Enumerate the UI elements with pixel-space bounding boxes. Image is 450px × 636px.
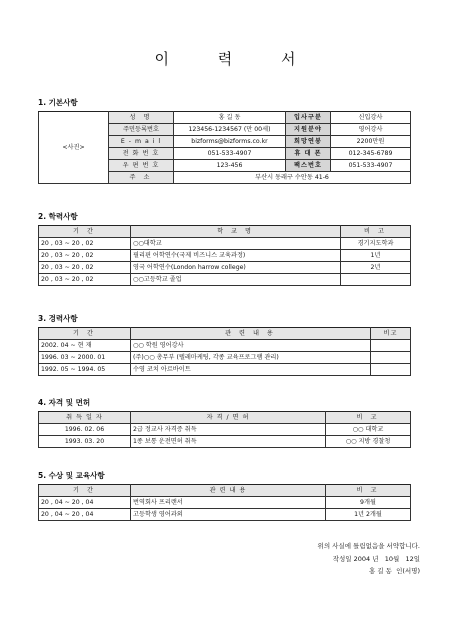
fax-value: 051-533-4907 [331,160,411,172]
education-table [38,225,411,286]
career-note [371,352,411,364]
education-school: 영국 어학연수(London harrow college) [131,262,341,274]
section-license-heading: 4. 자격 및 면허 [38,398,91,407]
education-school: ○○대학교 [131,238,341,250]
table-row [39,424,411,436]
license-name: 1종 보통 운전면허 취득 [131,436,326,448]
career-header-note: 비고 [371,328,411,340]
rrn-value: 123456-1234567 (만 00세) [174,124,286,136]
awards-header-note: 비 고 [326,485,411,497]
section-basic-heading: 1. 기본사항 [38,98,78,107]
role-label: 입사구분 [286,112,331,124]
license-date: 1996. 02. 06 [39,424,131,436]
education-period: 20 , 03 ~ 20 , 02 [39,238,131,250]
table-row [39,436,411,448]
education-note: 경기지도학과 [341,238,411,250]
mobile-value: 012-345-6789 [331,148,411,160]
table-row [39,238,411,250]
awards-content: 번역회사 프리랜서 [131,497,326,509]
rrn-label: 주민등록번호 [109,124,174,136]
table-row [39,509,411,521]
field-value: 영어강사 [331,124,411,136]
license-date: 1993. 03. 20 [39,436,131,448]
career-period: 1992. 05 ~ 1994. 05 [39,364,131,376]
table-row [39,250,411,262]
awards-note: 1년 2개월 [326,509,411,521]
awards-header-content: 관 련 내 용 [131,485,326,497]
awards-period: 20 , 04 ~ 20 , 04 [39,509,131,521]
zip-label: 우 편 번 호 [109,160,174,172]
education-school: ○○고등학교 졸업 [131,274,341,286]
awards-period: 20 , 04 ~ 20 , 04 [39,497,131,509]
license-table [38,411,411,448]
education-header-period: 기 간 [39,226,131,238]
email-label: E - m a i l [109,136,174,148]
fax-label: 팩스번호 [286,160,331,172]
mobile-label: 휴 대 폰 [286,148,331,160]
signature-line: 홍 길 동 인(서명) [368,567,420,575]
photo-placeholder: <사진> [39,112,109,184]
section-awards-heading: 5. 수상 및 교육사항 [38,471,105,480]
license-header-name: 자 격 / 면 허 [131,412,326,424]
salary-label: 희망연봉 [286,136,331,148]
document-title: 이 력 서 [154,50,318,68]
license-header-date: 취 득 일 자 [39,412,131,424]
section-career-heading: 3. 경력사항 [38,314,78,323]
email-value: bizforms@bizforms.co.kr [174,136,286,148]
table-row [39,340,411,352]
salary-value: 2200만원 [331,136,411,148]
career-content: ○○ 학원 영어강사 [131,340,371,352]
zip-value: 123-456 [174,160,286,172]
career-content: (주)○○ 총무부 (텔레마케팅, 각종 교육프로그램 관리) [131,352,371,364]
education-period: 20 , 03 ~ 20 , 02 [39,262,131,274]
basic-info-table [38,111,411,184]
license-note: ○○ 대학교 [326,424,411,436]
phone-value: 051-533-4907 [174,148,286,160]
education-period: 20 , 03 ~ 20 , 02 [39,274,131,286]
education-header-school: 학 교 명 [131,226,341,238]
career-header-period: 기 간 [39,328,131,340]
career-content: 수영 코치 아르바이트 [131,364,371,376]
date-written: 작성일 2004 년 10월 12일 [332,555,420,563]
name-label: 성 명 [109,112,174,124]
career-table [38,327,411,376]
license-note: ○○ 지방 경찰청 [326,436,411,448]
awards-content: 고등학생 영어과외 [131,509,326,521]
table-row [39,352,411,364]
table-row [39,364,411,376]
awards-note: 9개월 [326,497,411,509]
name-value: 홍 길 동 [174,112,286,124]
address-label: 주 소 [109,172,174,184]
education-note: 2년 [341,262,411,274]
awards-table [38,484,411,521]
table-row [39,262,411,274]
license-name: 2급 정교사 자격증 취득 [131,424,326,436]
education-period: 20 , 03 ~ 20 , 02 [39,250,131,262]
field-label: 지원분야 [286,124,331,136]
phone-label: 전 화 번 호 [109,148,174,160]
education-header-note: 비 고 [341,226,411,238]
address-value: 부산시 동래구 수안동 41-6 [174,172,411,184]
career-note [371,340,411,352]
awards-header-period: 기 간 [39,485,131,497]
career-period: 2002. 04 ~ 현 재 [39,340,131,352]
career-header-content: 관 련 내 용 [131,328,371,340]
career-period: 1996. 03 ~ 2000. 01 [39,352,131,364]
declaration-text: 위의 사실에 틀림없음을 서약합니다. [317,542,420,550]
education-school: 필리핀 어학연수(국제 비즈니스 교육과정) [131,250,341,262]
table-row [39,497,411,509]
license-header-note: 비 고 [326,412,411,424]
career-note [371,364,411,376]
role-value: 신입강사 [331,112,411,124]
education-note [341,274,411,286]
table-row [39,274,411,286]
education-note: 1년 [341,250,411,262]
section-education-heading: 2. 학력사항 [38,212,78,221]
